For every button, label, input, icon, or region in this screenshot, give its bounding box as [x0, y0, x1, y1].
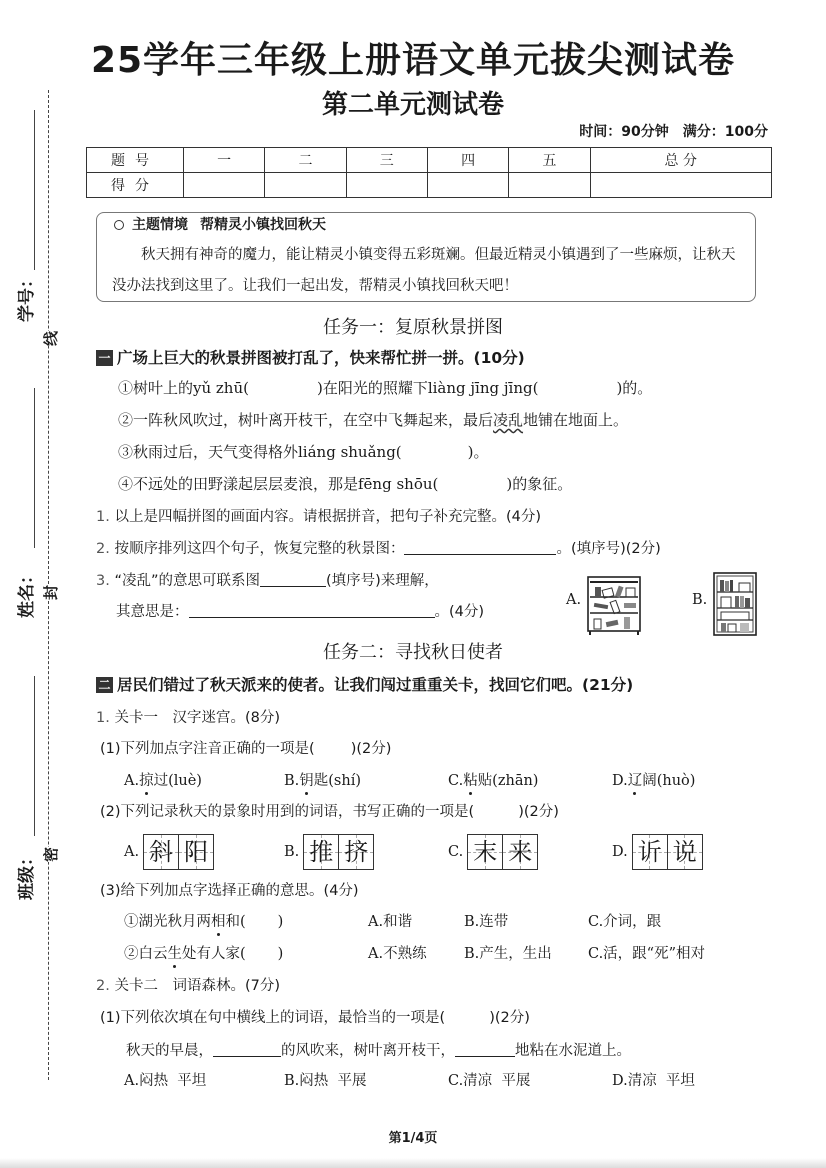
option-letter: D.: [612, 844, 628, 860]
question-text: (填序号)来理解，: [325, 573, 439, 589]
messy-bookshelf-icon: [586, 575, 642, 635]
question-1: [96, 505, 541, 526]
grid-option-b[interactable]: [284, 834, 374, 870]
section-one-text: 广场上巨大的秋景拼图被打乱了，快来帮忙拼一拼。(10分): [117, 349, 525, 367]
question-text: 以上是四幅拼图的画面内容。请根据拼音，把句子补充完整。(4分): [114, 509, 541, 525]
question-text: 按顺序排列这四个句子，恢复完整的秋景图：: [114, 541, 405, 557]
theme-text: 秋天拥有神奇的魔力，能让精灵小镇变得五彩斑斓。但最近精灵小镇遇到了一些麻烦，让秋天没办法找到这里了。让我们一起出发，帮精灵小镇找回秋天吧！: [112, 247, 736, 294]
score-col-4: 四: [427, 148, 508, 173]
full-score: 满分：100分: [682, 124, 768, 140]
theme-title: 帮精灵小镇找回秋天: [200, 217, 326, 233]
dotted-char: 生: [168, 942, 183, 963]
option-letter: A.: [124, 844, 140, 860]
marked-word-lingluan: 凌乱: [493, 411, 524, 429]
question-2: [96, 537, 661, 558]
sentence-3-part: ③秋雨过后，天气变得格外liáng shuǎng(: [118, 443, 402, 461]
dotted-char: 钥: [299, 769, 314, 790]
meaning-row-1: [124, 910, 283, 931]
section-number-badge: 二: [96, 677, 113, 693]
question-text: )(2分): [518, 804, 559, 820]
question-text: )(2分): [350, 741, 392, 757]
question-text: 。(填序号)(2分): [556, 541, 661, 557]
score-cell[interactable]: [427, 173, 508, 198]
q-word-fill-question: [100, 1006, 530, 1027]
paper-title: 25学年三年级上册语文单元拔尖测试卷: [90, 40, 736, 81]
answer-blank[interactable]: [315, 740, 351, 755]
row-text: ①湖光秋月两: [124, 914, 211, 930]
answer-blank[interactable]: [246, 913, 278, 928]
option-letter: B.: [284, 844, 300, 860]
sentence-4-part: )的象征。: [506, 475, 573, 493]
sentence-3-part: )。: [467, 443, 489, 461]
question-text: (1)下列依次填在句中横线上的词语，最恰当的一项是(: [100, 1010, 446, 1026]
meaning-2-option-c[interactable]: C.活，跟“死”相对: [588, 946, 706, 962]
page-number: 第1/4页: [388, 1131, 438, 1146]
level-title: 关卡一 汉字迷宫。(8分): [114, 710, 280, 726]
section-number-badge: 一: [96, 350, 113, 366]
score-cell[interactable]: [265, 173, 346, 198]
word-option-c[interactable]: C.清凉 平展: [448, 1073, 531, 1089]
answer-blank[interactable]: [404, 539, 556, 555]
question-number: 2.: [96, 541, 110, 557]
dotted-char: 粘: [463, 769, 478, 790]
score-cell[interactable]: [509, 173, 590, 198]
option-c[interactable]: [448, 769, 538, 790]
word-option-b[interactable]: B.闷热 平展: [284, 1073, 367, 1089]
score-col-3: 三: [346, 148, 427, 173]
level-2-heading: [96, 974, 280, 995]
answer-blank[interactable]: [260, 571, 326, 587]
option-letter: A.: [124, 773, 140, 789]
word-fill-sentence: [126, 1039, 631, 1060]
time-limit: 时间：90分钟: [579, 124, 669, 140]
grid-char: 挤: [344, 838, 369, 866]
q2-spelling-question: [100, 800, 559, 821]
answer-blank[interactable]: [538, 380, 616, 395]
score-table: [86, 147, 772, 198]
question-number: 3.: [96, 573, 110, 589]
grid-option-c[interactable]: [448, 834, 538, 870]
answer-blank[interactable]: [445, 1009, 489, 1024]
section-two-text: 居民们错过了秋天派来的使者。让我们闯过重重关卡，找回它们吧。(21分): [117, 676, 634, 694]
side-char-secret: 密: [38, 847, 63, 862]
student-id-label: 学号：: [17, 271, 37, 322]
option-letter: B.: [284, 773, 300, 789]
option-text: 阔(huò): [642, 773, 696, 789]
sentence-2-part: 地铺在地面上。: [523, 411, 629, 429]
score-cell[interactable]: [590, 173, 771, 198]
score-table-score-row: [87, 173, 772, 198]
tian-grid-cell: [303, 834, 339, 870]
grid-char: 斜: [149, 838, 174, 866]
question-text: (2)下列记录秋天的景象时用到的词语，书写正确的一项是(: [100, 804, 475, 820]
option-text: 匙(shí): [313, 773, 361, 789]
score-table-label: 题号: [87, 148, 184, 173]
theme-label: 主题情境: [132, 217, 188, 233]
row-text: 和(: [225, 914, 246, 930]
grid-char: 来: [508, 838, 533, 866]
task1-title: 任务一：复原秋景拼图: [323, 317, 503, 338]
score-col-total: 总 分: [590, 148, 771, 173]
option-text: 过(luè): [153, 773, 202, 789]
q1-pinyin-question: [100, 737, 391, 758]
tian-grid-cell: [143, 834, 179, 870]
question-3-meaning: [116, 600, 484, 621]
answer-blank[interactable]: [455, 1041, 515, 1057]
sentence-1: [118, 377, 652, 398]
picture-b-label: B.: [692, 592, 708, 608]
question-text: 其意思是：: [116, 604, 189, 620]
meaning-2-option-b[interactable]: B.产生，生出: [464, 946, 552, 962]
meaning-1-option-b[interactable]: B.连带: [464, 914, 509, 930]
grid-char: 䜣: [637, 838, 662, 866]
grid-char: 推: [309, 838, 334, 866]
level-title: 关卡二 词语森林。(7分): [114, 978, 280, 994]
name-label: 姓名：: [17, 567, 37, 618]
row-text: ②白云: [124, 946, 168, 962]
question-text: )(2分): [489, 1010, 530, 1026]
meaning-1-option-a[interactable]: A.和谐: [368, 914, 413, 930]
sentence-4-part: ④不远处的田野漾起层层麦浪，那是fēng shōu(: [118, 475, 439, 493]
question-3: [96, 569, 439, 590]
tian-grid-cell: [632, 834, 668, 870]
grid-char: 末: [473, 838, 498, 866]
answer-blank[interactable]: [438, 476, 506, 491]
score-cell[interactable]: [346, 173, 427, 198]
grid-char: 说: [672, 838, 697, 866]
answer-blank[interactable]: [474, 803, 518, 818]
tian-grid-cell: [338, 834, 374, 870]
option-b[interactable]: [284, 769, 361, 790]
sentence-1-part: )的。: [616, 379, 653, 397]
task2-title: 任务二：寻找秋日使者: [323, 642, 503, 663]
grid-option-d[interactable]: [612, 834, 703, 870]
option-text: 贴(zhān): [477, 773, 539, 789]
class-label: 班级：: [17, 849, 37, 900]
meaning-2-option-a[interactable]: A.不熟练: [368, 946, 427, 962]
name-write-line: [34, 388, 35, 548]
option-d[interactable]: [612, 769, 695, 790]
class-write-line: [34, 676, 35, 836]
word-option-a[interactable]: A.闷热 平坦: [124, 1073, 207, 1089]
answer-blank[interactable]: [189, 602, 435, 618]
row-text: ): [277, 914, 284, 930]
grid-option-a[interactable]: [124, 834, 214, 870]
meaning-1-option-c[interactable]: C.介词，跟: [588, 914, 662, 930]
level-1-heading: [96, 706, 280, 727]
ring-icon: [114, 220, 124, 230]
dotted-char: 掠: [139, 769, 154, 790]
tian-grid-cell: [467, 834, 503, 870]
score-table-header-row: [87, 148, 772, 173]
answer-blank[interactable]: [402, 444, 468, 459]
option-letter: D.: [612, 773, 628, 789]
score-col-2: 二: [265, 148, 346, 173]
question-number: 1.: [96, 710, 110, 726]
page-bottom-shadow: [0, 1158, 826, 1168]
paper-subtitle: 第二单元测试卷: [321, 90, 504, 120]
option-letter: C.: [448, 844, 464, 860]
tian-grid-cell: [502, 834, 538, 870]
option-a[interactable]: [124, 769, 202, 790]
score-row-label: 得分: [87, 173, 184, 198]
row-text: ): [277, 946, 284, 962]
sentence-4: [118, 473, 572, 494]
tian-grid-cell: [178, 834, 214, 870]
time-score-info: [565, 121, 768, 141]
score-col-1: 一: [184, 148, 265, 173]
option-letter: C.: [448, 773, 464, 789]
word-option-d[interactable]: D.清凉 平坦: [612, 1073, 695, 1089]
sentence-text: 地粘在水泥道上。: [515, 1043, 631, 1059]
picture-a-label: A.: [566, 592, 582, 608]
section-two-heading: [96, 673, 633, 695]
dotted-char: 辽: [628, 769, 643, 790]
question-number: 2.: [96, 978, 110, 994]
question-text: 。(4分): [434, 604, 485, 620]
answer-blank[interactable]: [249, 380, 317, 395]
sentence-text: 的风吹来，树叶离开枝干，: [281, 1043, 455, 1059]
question-text: (1)下列加点字注音正确的一项是(: [100, 741, 315, 757]
q3-meaning-question: (3)给下列加点字选择正确的意思。(4分): [100, 883, 359, 899]
student-id-write-line: [34, 110, 35, 270]
theme-heading: [108, 214, 332, 234]
row-text: 处有人家(: [182, 946, 246, 962]
meaning-row-2: [124, 942, 283, 963]
sentence-2: [118, 409, 628, 430]
sentence-3: [118, 441, 489, 462]
question-number: 1.: [96, 509, 110, 525]
answer-blank[interactable]: [246, 945, 278, 960]
sentence-1-part: )在阳光的照耀下liàng jīng jīng(: [316, 379, 539, 397]
tidy-bookshelf-icon: [713, 572, 757, 636]
section-one-heading: [96, 346, 525, 368]
score-cell[interactable]: [184, 173, 265, 198]
dotted-char: 相: [211, 910, 226, 931]
answer-blank[interactable]: [213, 1041, 281, 1057]
question-text: “凌乱”的意思可联系图: [114, 573, 260, 589]
sentence-1-part: ①树叶上的yǔ zhū(: [118, 379, 249, 397]
grid-char: 阳: [184, 838, 209, 866]
side-char-seal: 封: [38, 585, 63, 600]
tian-grid-cell: [667, 834, 703, 870]
sentence-text: 秋天的早晨，: [126, 1043, 213, 1059]
side-char-line: 线: [38, 331, 63, 346]
sentence-2-part: ②一阵秋风吹过，树叶离开枝干，在空中飞舞起来，最后: [118, 411, 494, 429]
score-col-5: 五: [509, 148, 590, 173]
